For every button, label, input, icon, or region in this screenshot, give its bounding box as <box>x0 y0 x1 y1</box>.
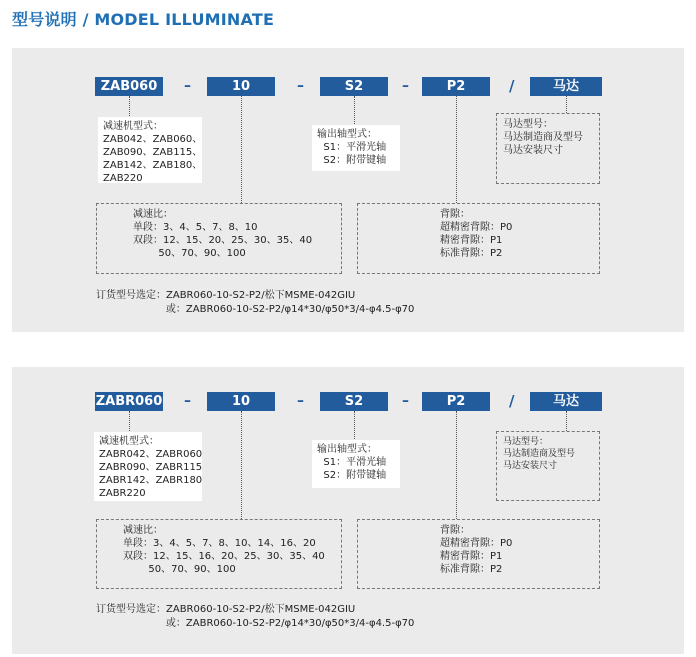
backlash-line: 标准背隙：P2 <box>440 564 503 575</box>
motor-line: 马达型号： <box>503 119 553 130</box>
connector-line <box>129 96 130 118</box>
code-motor: 马达 <box>530 77 602 96</box>
connector-line <box>241 96 242 203</box>
shaft-type-line: S2：附带键轴 <box>317 470 387 481</box>
backlash-line: 标准背隙：P2 <box>440 248 503 259</box>
separator-dash: – <box>184 78 191 94</box>
backlash-line: 背隙： <box>440 525 470 536</box>
ratio-line: 50、70、90、100 <box>123 564 236 575</box>
motor-line: 马达安装尺寸 <box>503 461 558 471</box>
separator-dash: – <box>297 78 304 94</box>
shaft-type-line: 输出轴型式： <box>317 129 377 140</box>
code-motor: 马达 <box>530 392 602 411</box>
code-ratio: 10 <box>207 392 275 411</box>
separator-dash: – <box>402 78 409 94</box>
order-line: 订货型号选定：ZABR060-10-S2-P2/松下MSME-042GIU <box>96 290 356 301</box>
connector-line <box>354 96 355 126</box>
motor-box <box>496 113 600 184</box>
order-example <box>96 289 414 317</box>
ratio-line: 减速比： <box>133 209 173 220</box>
shaft-type-line: S1：平滑光轴 <box>317 142 387 153</box>
reducer-type-line: ZABR142、ZABR180 <box>99 475 203 486</box>
reducer-type-line: 减速机型式： <box>103 121 163 132</box>
separator-dash: – <box>402 393 409 409</box>
order-line: 或：ZABR060-10-S2-P2/φ14*30/φ50*3/4-φ4.5-φ70 <box>96 618 415 629</box>
shaft-type-line: S1：平滑光轴 <box>317 457 387 468</box>
motor-line: 马达型号： <box>503 437 549 447</box>
shaft-type-line: 输出轴型式： <box>317 444 377 455</box>
reducer-type-box <box>98 117 202 183</box>
connector-line <box>456 96 457 203</box>
backlash-line: 超精密背隙：P0 <box>440 538 513 549</box>
connector-line <box>566 411 567 431</box>
backlash-line: 背隙： <box>440 209 470 220</box>
connector-line <box>129 411 130 433</box>
code-ratio: 10 <box>207 77 275 96</box>
connector-line <box>566 96 567 113</box>
shaft-type-box <box>312 125 400 171</box>
page-title: 型号说明 / MODEL ILLUMINATE <box>12 10 275 29</box>
backlash-box <box>357 203 600 274</box>
backlash-box <box>357 519 600 589</box>
ratio-box <box>96 203 342 274</box>
reducer-type-line: ZABR090、ZABR115 <box>99 462 203 473</box>
ratio-line: 单段：3、4、5、7、8、10、14、16、20 <box>123 538 316 549</box>
shaft-type-box <box>312 440 400 488</box>
order-line: 订货型号选定：ZABR060-10-S2-P2/松下MSME-042GIU <box>96 604 356 615</box>
ratio-line: 单段：3、4、5、7、8、10 <box>133 222 258 233</box>
model-panel-1 <box>12 48 684 332</box>
reducer-type-line: ZAB042、ZAB060、 <box>103 134 203 145</box>
shaft-type-line: S2：附带键轴 <box>317 155 387 166</box>
reducer-type-box <box>94 432 202 501</box>
reducer-type-line: ZAB090、ZAB115、 <box>103 147 203 158</box>
motor-line: 马达制造商及型号 <box>503 132 583 143</box>
motor-line: 马达制造商及型号 <box>503 449 576 459</box>
connector-line <box>354 411 355 441</box>
code-backlash: P2 <box>422 77 490 96</box>
ratio-line: 双段：12、15、16、20、25、30、35、40 <box>123 551 325 562</box>
separator-dash: – <box>297 393 304 409</box>
order-line: 或：ZABR060-10-S2-P2/φ14*30/φ50*3/4-φ4.5-φ70 <box>96 304 415 315</box>
code-reducer-model: ZAB060 <box>95 77 163 96</box>
separator-slash: / <box>509 77 515 95</box>
connector-line <box>456 411 457 519</box>
code-shaft: S2 <box>320 77 388 96</box>
code-reducer-model: ZABR060 <box>95 394 163 409</box>
code-backlash: P2 <box>422 392 490 411</box>
separator-dash: – <box>184 393 191 409</box>
reducer-type-line: ZABR220 <box>99 488 146 499</box>
connector-line <box>241 411 242 519</box>
motor-box <box>496 431 600 501</box>
backlash-line: 精密背隙：P1 <box>440 551 503 562</box>
ratio-line: 50、70、90、100 <box>133 248 246 259</box>
code-shaft: S2 <box>320 392 388 411</box>
motor-line: 马达安装尺寸 <box>503 145 563 156</box>
order-example <box>96 603 414 631</box>
reducer-type-line: ZAB220 <box>103 173 143 184</box>
reducer-type-line: ZABR042、ZABR060 <box>99 449 203 460</box>
reducer-type-line: 减速机型式： <box>99 436 159 447</box>
separator-slash: / <box>509 392 515 410</box>
reducer-type-line: ZAB142、ZAB180、 <box>103 160 203 171</box>
ratio-line: 减速比： <box>123 525 163 536</box>
backlash-line: 超精密背隙：P0 <box>440 222 513 233</box>
model-panel-2 <box>12 367 684 654</box>
ratio-line: 双段：12、15、20、25、30、35、40 <box>133 235 313 246</box>
backlash-line: 精密背隙：P1 <box>440 235 503 246</box>
ratio-box <box>96 519 342 589</box>
